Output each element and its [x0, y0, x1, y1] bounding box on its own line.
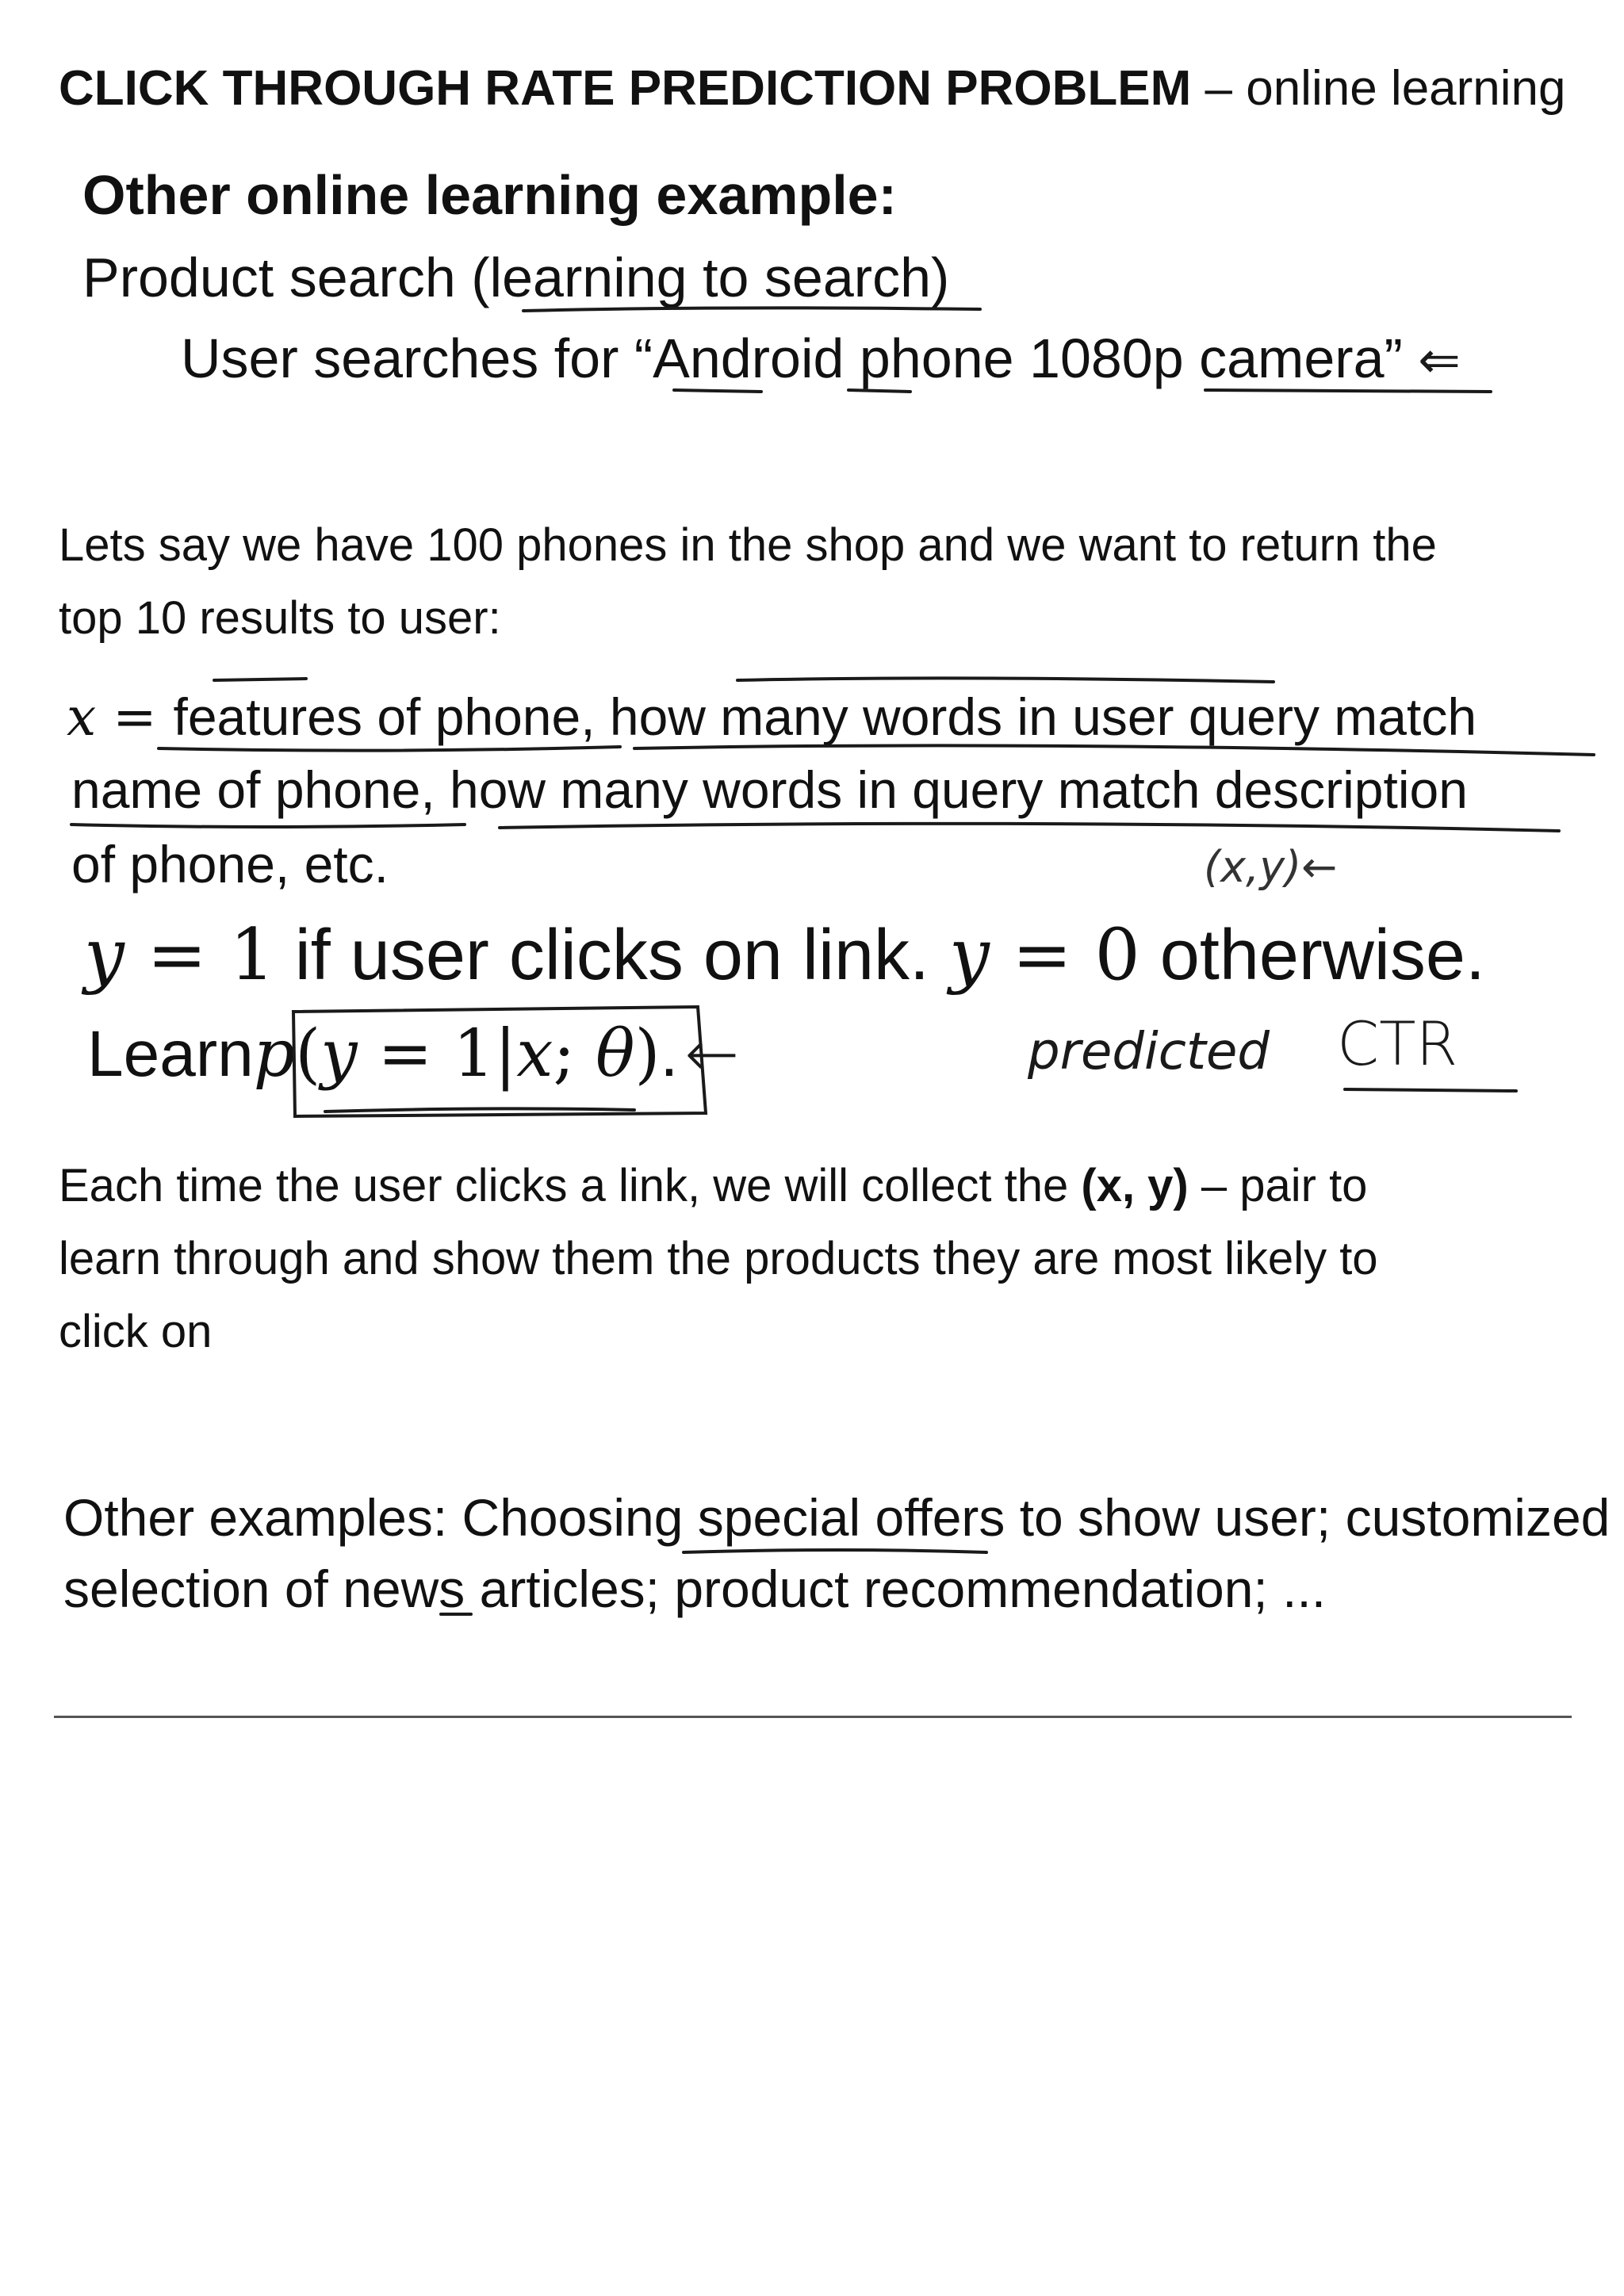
- section-heading: Other online learning example:: [82, 164, 897, 226]
- underline-android: [674, 390, 761, 392]
- probability-formula: p(y = 1|x; θ): [253, 1016, 661, 1092]
- collect-paragraph-line: learn through and show them the products they are most likely to: [59, 1233, 1378, 1284]
- other-examples-line: selection of news articles; product recommendation; ...: [63, 1559, 1327, 1618]
- features-text: features of phone, how many words in user query match: [173, 687, 1477, 746]
- ctr-annotation: CTR: [1337, 1008, 1458, 1079]
- y-variable: y: [84, 913, 124, 997]
- underline-special-offers: [684, 1550, 986, 1552]
- features-definition-line: of phone, etc.: [71, 835, 389, 894]
- underline-camera: [1205, 390, 1491, 392]
- formula-box: [293, 1007, 706, 1116]
- y-one-condition: if user clicks on link.: [274, 916, 950, 995]
- underline-query-match-description: [500, 824, 1559, 831]
- query-text: “Android phone 1080p camera”: [634, 327, 1403, 389]
- predicted-annotation: predicted: [1028, 1023, 1270, 1081]
- y-variable: y: [949, 913, 990, 997]
- page-title-bold: CLICK THROUGH RATE PREDICTION PROBLEM: [59, 61, 1192, 116]
- features-definition-line: name of phone, how many words in query match description: [71, 760, 1468, 819]
- underline-features-of-phone: [159, 747, 620, 751]
- learn-arrow-annotation: ←: [684, 1016, 740, 1092]
- y-zero-condition: otherwise.: [1139, 916, 1485, 995]
- underline-learning-to-search: [523, 308, 980, 311]
- underline-ctr: [1345, 1089, 1516, 1091]
- y-equals-zero: = 0: [989, 913, 1140, 997]
- x-variable: x: [67, 687, 97, 748]
- learn-word: Learn: [87, 1018, 254, 1090]
- underline-formula: [325, 1108, 634, 1112]
- xy-pair-bold: (x, y): [1081, 1160, 1189, 1211]
- learn-period: .: [660, 1018, 679, 1090]
- query-prefix: User searches for: [181, 327, 634, 389]
- y-equals-one: = 1: [124, 913, 275, 997]
- underline-phone: [848, 390, 910, 392]
- shop-paragraph-line: top 10 results to user:: [59, 592, 501, 644]
- overline-features: [214, 679, 306, 680]
- underline-name-of-phone: [71, 825, 465, 827]
- query-arrow-annotation: ⇐: [1418, 331, 1461, 390]
- other-examples-line: Other examples: Choosing special offers to show user; customized: [63, 1488, 1611, 1547]
- collect-paragraph-line: Each time the user clicks a link, we will collect the (x, y) – pair to: [59, 1160, 1368, 1211]
- shop-paragraph-line: Lets say we have 100 phones in the shop and we want to return the: [59, 519, 1437, 571]
- page-title-subtitle: – online learning: [1191, 61, 1566, 116]
- underline-words-match: [634, 745, 1594, 755]
- xy-pair-annotation: (x,y)←: [1204, 842, 1338, 892]
- bottom-divider: [54, 1716, 1572, 1718]
- overline-words: [737, 678, 1274, 682]
- product-search-line: Product search (learning to search): [82, 247, 950, 308]
- equals-sign: =: [96, 687, 174, 748]
- collect-paragraph-line: click on: [59, 1306, 213, 1357]
